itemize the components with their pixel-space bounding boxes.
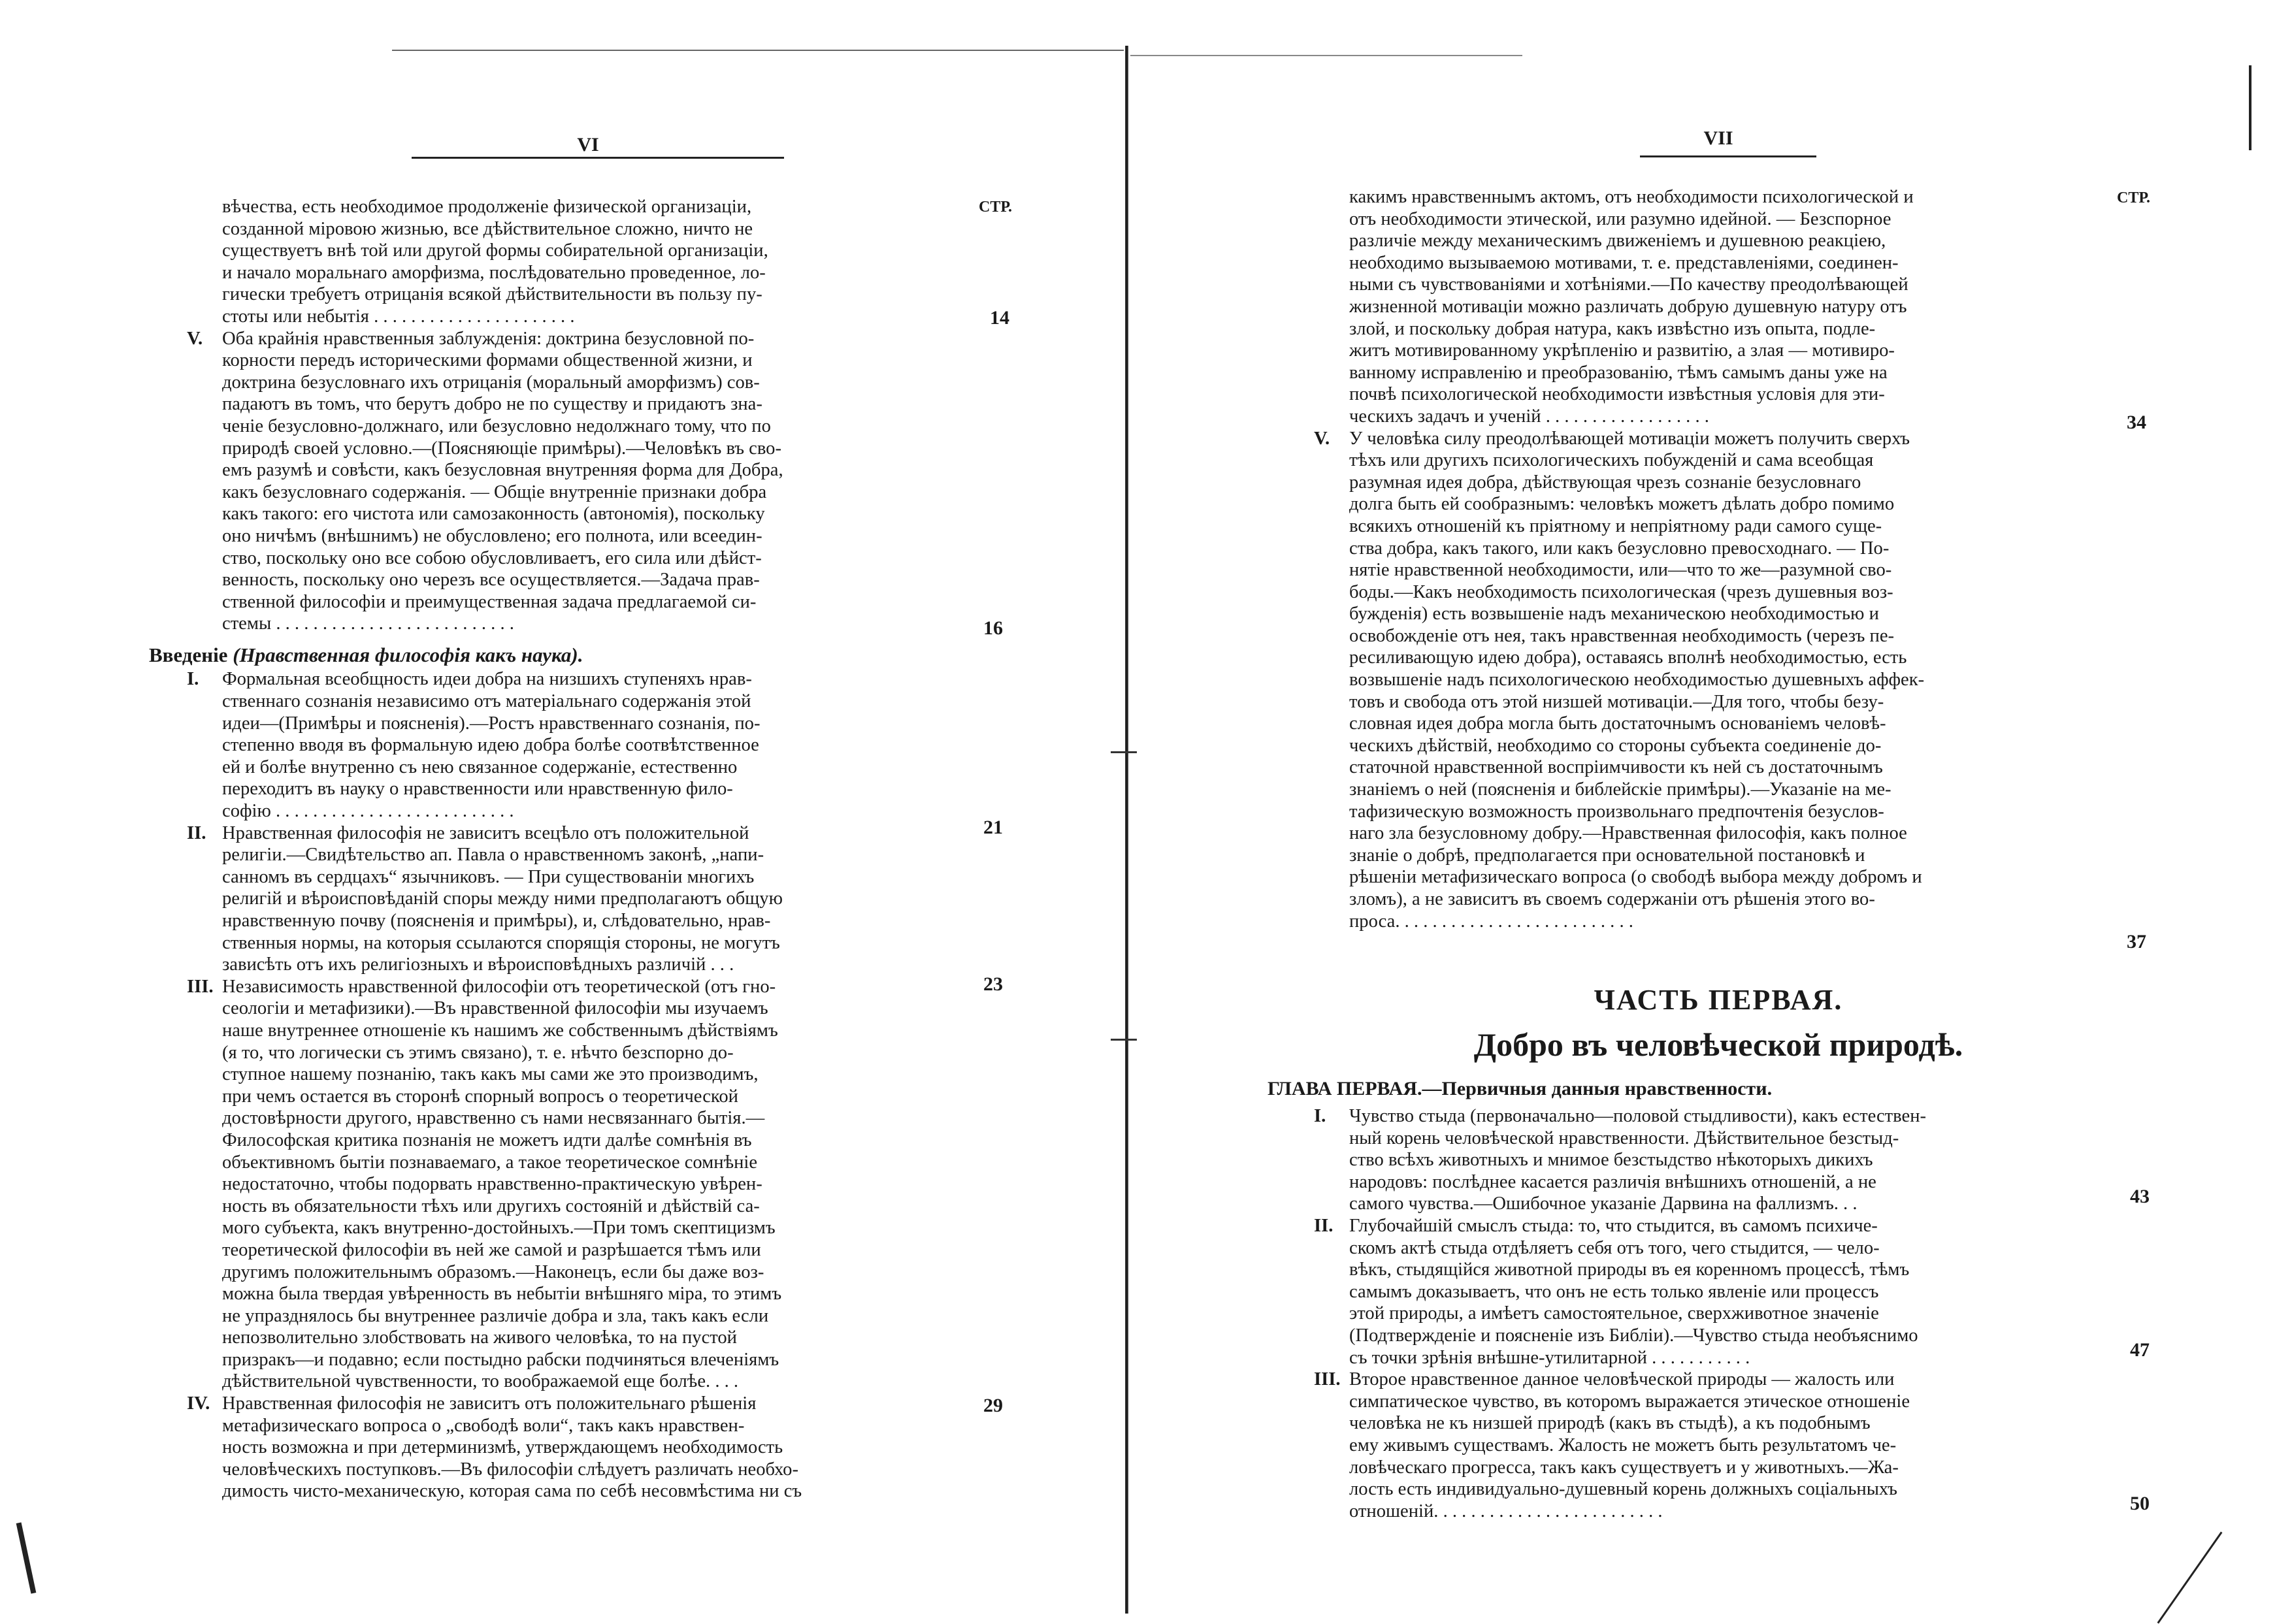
text-line: оно ничѣмъ (внѣшнимъ) не обусловлено; его полнота, или всеедин-: [222, 525, 762, 546]
entry-numeral: III.: [187, 976, 214, 997]
column-label: СТР.: [2117, 189, 2150, 206]
contents-entry: [187, 822, 959, 976]
text-line: созданной міровою жизнью, все дѣйствительное сложно, ничто не: [222, 218, 753, 239]
text-line: метафизическаго вопроса о „свободѣ воли“, такъ какъ нравствен-: [222, 1415, 745, 1436]
text-line: Оба крайнія нравственныя заблужденія: доктрина безусловной по-: [222, 328, 755, 349]
text-line: призракъ—и подавно; если постыдно рабски подчиняться влеченіямъ: [222, 1349, 779, 1370]
page-reference: 50: [2130, 1493, 2150, 1514]
text-line: самого чувства.—Ошибочное указаніе Дарвина на фаллизмъ. . .: [1349, 1194, 1858, 1214]
text-line: наше внутреннее отношеніе къ нашимъ же собственнымъ дѣйствіямъ: [222, 1020, 778, 1041]
text-line: народовъ: послѣднее касается различія внѣшнихъ отношеній, а не: [1349, 1171, 1876, 1192]
text-line: товъ и свобода отъ этой низшей мотиваціи.—Для того, чтобы безу-: [1349, 691, 1884, 712]
text-line: ственныя нормы, на которыя ссылаются спорящія стороны, не могутъ: [222, 932, 780, 953]
contents-entry: [187, 1393, 959, 1502]
page-reference: 37: [2127, 931, 2146, 952]
contents-entry: [1314, 1369, 2094, 1522]
text-line: зломъ), а не зависитъ въ своемъ содержаніи отъ рѣшенія этого во-: [1349, 889, 1875, 909]
entry-numeral: II.: [1314, 1215, 1334, 1236]
entry-numeral: V.: [1314, 428, 1330, 449]
text-line: ресиливающую идею добра), оставаясь вполнѣ необходимостью, есть: [1349, 647, 1907, 668]
text-line: ческихъ задачъ и ученій . . . . . . . . . . . . . . . . . .: [1349, 406, 1709, 427]
text-line: ей и болѣе внутренно съ нею связанное содержаніе, естественно: [222, 756, 738, 777]
page-reference: 34: [2127, 412, 2146, 433]
text-line: объективномъ бытіи познаваемаго, а такое теоретическое сомнѣніе: [222, 1152, 758, 1173]
text-line: Независимость нравственной философіи отъ теоретической (отъ гно-: [222, 976, 776, 997]
text-line: знаніемъ о ней (поясненія и библейскіе примѣры).—Указаніе на ме-: [1349, 779, 1891, 800]
entry-numeral: I.: [1314, 1106, 1326, 1126]
text-line: Философская критика познанія не можетъ идти далѣе сомнѣнія въ: [222, 1129, 752, 1150]
contents-column: [149, 196, 959, 1502]
page-reference: 21: [983, 817, 1003, 838]
page-number-rule: [1640, 155, 1816, 157]
contents-entry: [187, 328, 959, 635]
text-line: стоты или небытія . . . . . . . . . . . . . . . . . . . . . .: [222, 306, 575, 327]
text-line: и начало моральнаго аморфизма, послѣдовательно проведенное, ло-: [222, 262, 766, 283]
text-line: ство всѣхъ животныхъ и мнимое безстыдство нѣкоторыхъ дикихъ: [1349, 1150, 1873, 1171]
page-reference: 47: [2130, 1339, 2150, 1361]
contents-entry: [1314, 1215, 2094, 1369]
text-line: какъ безусловнаго содержанія. — Общіе внутренніе признаки добра: [222, 481, 767, 502]
text-line: симпатическое чувство, въ которомъ выражается этическое отношеніе: [1349, 1391, 1910, 1412]
text-line: освобожденіе отъ нея, такъ нравственная необходимость (черезъ пе-: [1349, 625, 1895, 646]
text-line: отъ необходимости этической, или разумно идейной. — Безспорное: [1349, 208, 1891, 229]
chapter-label: ГЛАВА ПЕРВАЯ.: [1268, 1078, 1422, 1099]
text-line: Нравственная философія не зависитъ отъ положительнаго рѣшенія: [222, 1393, 757, 1414]
text-line: словная идея добра могла быть достаточнымъ основаніемъ человѣ-: [1349, 713, 1886, 734]
page-reference: 29: [983, 1395, 1003, 1416]
text-line: тафизическую возможность произвольнаго предпочтенія безуслов-: [1349, 801, 1884, 822]
page-reference: 14: [990, 307, 1009, 329]
text-line: падаютъ въ томъ, что берутъ добро не по существу и придаютъ зна-: [222, 394, 762, 415]
text-line: жизненной мотиваціи можно различать добрую душевную натуру отъ: [1349, 296, 1907, 317]
text-line: какимъ нравственнымъ актомъ, отъ необходимости психологической и: [1349, 187, 1914, 207]
left-page: [0, 0, 1124, 1620]
section-heading: Введеніе (Нравственная философія какъ наука).: [149, 643, 583, 666]
text-line: нятіе нравственной необходимости, или—что то же—разумной сво-: [1349, 560, 1892, 581]
text-line: Глубочайшій смыслъ стыда: то, что стыдится, въ самомъ психиче-: [1349, 1215, 1878, 1236]
page-reference: 23: [983, 973, 1003, 995]
part-title: ЧАСТЬ ПЕРВАЯ.: [1594, 984, 1843, 1016]
part-subtitle: Добро въ человѣческой природѣ.: [1473, 1026, 1963, 1063]
text-line: ему живымъ существамъ. Жалость не можетъ быть результатомъ че-: [1349, 1435, 1897, 1455]
column-label: СТР.: [979, 199, 1012, 216]
text-line: лость есть индивидуально-душевный корень должныхъ соціальныхъ: [1349, 1479, 1897, 1500]
text-line: самымъ доказываетъ, что онъ не есть только явленіе или процессъ: [1349, 1281, 1879, 1302]
book-spine: [1125, 46, 1128, 1614]
text-line: переходитъ въ науку о нравственности или нравственную фило-: [222, 779, 733, 800]
text-line: емъ разумѣ и совѣсти, какъ безусловная внутренняя форма для Добра,: [222, 460, 783, 481]
text-line: У человѣка силу преодолѣвающей мотиваціи можетъ получить сверхъ: [1349, 428, 1910, 449]
contents-entry: [222, 196, 959, 328]
text-line: венность, поскольку оно черезъ все осуществляется.—Задача прав-: [222, 570, 760, 591]
text-line: съ точки зрѣнія внѣшне-утилитарной . . . . . . . . . . .: [1349, 1347, 1750, 1368]
text-line: доктрина безусловнаго ихъ отрицанія (моральный аморфизмъ) сов-: [222, 372, 760, 393]
text-line: корности передъ историческими формами общественной жизни, и: [222, 350, 753, 371]
text-line: скомъ актѣ стыда отдѣляетъ себя отъ того, чего стыдится, — чело-: [1349, 1237, 1880, 1258]
contents-entry: [1349, 186, 2094, 428]
entry-numeral: IV.: [187, 1393, 210, 1414]
text-line: боды.—Какъ необходимость психологическая (чрезъ душевныя воз-: [1349, 581, 1893, 602]
text-line: вѣкъ, стыдящійся животной природы въ ея коренномъ процессѣ, тѣмъ: [1349, 1259, 1910, 1280]
text-line: рѣшеніи метафизическаго вопроса (о свободѣ выбора между добромъ и: [1349, 867, 1922, 888]
text-line: необходимо вызываемою мотивами, т. е. представленіями, соединен-: [1349, 252, 1899, 273]
chapter-title: —Первичныя данныя нравственности.: [1422, 1078, 1773, 1099]
text-line: всякихъ отношеній къ пріятному и непріятному ради самого суще-: [1349, 515, 1882, 536]
text-line: ственнаго сознанія независимо отъ матеріальнаго содержанія этой: [222, 691, 751, 712]
page-number: VII: [1703, 127, 1733, 149]
contents-column: [1314, 186, 2094, 932]
text-line: ность въ обязательности тѣхъ или другихъ состояній и дѣйствій са-: [222, 1195, 760, 1216]
text-line: санномъ въ сердцахъ“ язычниковъ. — При существованіи многихъ: [222, 866, 755, 887]
text-line: (я то, что логически съ этимъ связано), т. е. нѣчто безспорно до-: [222, 1042, 734, 1063]
text-line: (Подтвержденіе и поясненіе изъ Библіи).—Чувство стыда необъяснимо: [1349, 1325, 1918, 1346]
text-line: Второе нравственное данное человѣческой природы — жалость или: [1349, 1369, 1895, 1390]
text-line: наго зла безусловному добру.—Нравственная философія, какъ полное: [1349, 823, 1907, 844]
text-line: зависѣть отъ ихъ религіозныхъ и вѣроисповѣдныхъ различій . . .: [222, 954, 734, 975]
text-line: недостаточно, чтобы подорвать нравственно-практическую увѣрен-: [222, 1174, 762, 1195]
text-line: какъ такого: его чистота или самозаконность (автономія), поскольку: [222, 504, 765, 525]
text-line: можна была твердая увѣренность въ небытіи внѣшняго міра, то этимъ: [222, 1284, 782, 1305]
text-line: софію . . . . . . . . . . . . . . . . . . . . . . . . . .: [222, 801, 514, 822]
text-line: житъ мотивированному укрѣпленію и развитію, а злая — мотивиро-: [1349, 340, 1895, 361]
text-line: сеологіи и метафизики).—Въ нравственной философіи мы изучаемъ: [222, 998, 768, 1019]
contents-entry: [1314, 1105, 2094, 1215]
text-line: различіе между механическимъ движеніемъ и душевною реакціею,: [1349, 231, 1886, 252]
text-line: бужденія) есть возвышеніе надъ механическою необходимостью и: [1349, 604, 1879, 625]
text-line: Формальная всеобщность идеи добра на низшихъ ступеняхъ нрав-: [222, 669, 752, 690]
text-line: злой, и поскольку добрая натура, какъ извѣстно изъ опыта, подле-: [1349, 318, 1876, 339]
page-reference: 43: [2130, 1186, 2150, 1207]
right-page: [1143, 0, 2292, 1620]
text-line: димость чисто-механическую, которая сама по себѣ несовмѣстима ни съ: [222, 1481, 802, 1502]
text-line: достовѣрности другого, нравственно съ нами несвязаннаго бытія.—: [222, 1108, 765, 1129]
text-line: гически требуетъ отрицанія всякой дѣйствительности въ пользу пу-: [222, 284, 762, 305]
text-line: другимъ положительнымъ образомъ.—Наконецъ, если бы даже воз-: [222, 1261, 764, 1282]
text-line: человѣческихъ поступковъ.—Въ философіи слѣдуетъ различать необхо-: [222, 1459, 798, 1480]
entry-numeral: III.: [1314, 1369, 1341, 1390]
text-line: ченіе безусловно-должнаго, или безусловно недолжнаго тому, что по: [222, 415, 771, 436]
text-line: нравственную почву (поясненія и примѣры), и, слѣдовательно, нрав-: [222, 911, 771, 931]
text-line: возвышеніе надъ психологическою необходимостью душевныхъ аффек-: [1349, 670, 1925, 690]
text-line: идеи—(Примѣры и поясненія).—Ростъ нравственнаго сознанія, по-: [222, 713, 761, 734]
text-line: Чувство стыда (первоначально—половой стыдливости), какъ естествен-: [1349, 1106, 1927, 1126]
text-line: природѣ своей условно.—(Поясняющіе примѣры).—Человѣкъ въ сво-: [222, 438, 781, 459]
text-line: дѣйствительной чувственности, то воображаемой еще болѣе. . . .: [222, 1371, 739, 1392]
page-number: VI: [577, 134, 599, 155]
entry-numeral: II.: [187, 822, 206, 843]
text-line: долга быть ей сообразнымъ: человѣкъ можетъ дѣлать добро помимо: [1349, 494, 1895, 515]
contents-entry: [187, 976, 959, 1393]
text-line: существуетъ внѣ той или другой формы собирательной организаціи,: [222, 240, 768, 261]
text-line: ства добра, какъ такого, или какъ безусловно превосходнаго. — По-: [1349, 538, 1890, 559]
text-line: ственной философіи и преимущественная задача предлагаемой си-: [222, 591, 757, 612]
text-line: мого субъекта, какъ внутренно-достойныхъ.—При томъ скептицизмъ: [222, 1218, 776, 1239]
text-line: тѣхъ или другихъ психологическихъ побужденій и сама всеобщая: [1349, 450, 1874, 471]
text-line: знаніе о добрѣ, предполагается при основательной постановкѣ и: [1349, 845, 1865, 866]
text-line: отношеній. . . . . . . . . . . . . . . . . . . . . . . . .: [1349, 1501, 1663, 1521]
text-line: ность возможна и при детерминизмѣ, утверждающемъ необходимость: [222, 1437, 783, 1458]
text-line: Нравственная философія не зависитъ всецѣло отъ положительной: [222, 822, 749, 843]
text-line: разумная идея добра, дѣйствующая чрезъ сознаніе безусловнаго: [1349, 472, 1861, 493]
text-line: ванному исправленію и преобразованію, тѣмъ самымъ даны уже на: [1349, 362, 1888, 383]
text-line: ступное нашему познанію, такъ какъ мы сами же это производимъ,: [222, 1064, 759, 1085]
text-line: человѣка не къ низшей природѣ (какъ въ стыдѣ), а къ подобнымъ: [1349, 1413, 1871, 1434]
text-line: теоретической философіи въ ней же самой и разрѣшается тѣмъ или: [222, 1239, 761, 1260]
entry-numeral: I.: [187, 669, 199, 690]
text-line: вѣчества, есть необходимое продолженіе физической организаціи,: [222, 197, 752, 217]
text-line: ческихъ дѣйствій, необходимо со стороны субъекта соединеніе до-: [1349, 735, 1882, 756]
contents-entry: [1314, 428, 2094, 933]
text-line: стемы . . . . . . . . . . . . . . . . . . . . . . . . . .: [222, 613, 514, 634]
text-line: религіи.—Свидѣтельство ап. Павла о нравственномъ законѣ, „напи-: [222, 845, 764, 866]
text-line: непозволительно злобствовать на живого человѣка, то на пустой: [222, 1327, 737, 1348]
text-line: этой природы, а имѣетъ самостоятельное, сверхживотное значеніе: [1349, 1303, 1879, 1324]
page-number-rule: [412, 157, 784, 159]
entry-numeral: V.: [187, 328, 203, 349]
text-line: при чемъ остается въ сторонѣ спорный вопросъ о теоретической: [222, 1086, 738, 1107]
contents-entry: [187, 668, 959, 822]
chapter-heading: [1268, 1078, 1772, 1100]
text-line: религій и вѣроисповѣданій споры между ними предполагаютъ общую: [222, 888, 783, 909]
chapter-contents-column: [1314, 1105, 2094, 1522]
text-line: не упразднялось бы внутреннее различіе добра и зла, такъ какъ если: [222, 1305, 769, 1326]
text-line: проса. . . . . . . . . . . . . . . . . . . . . . . . . .: [1349, 911, 1633, 932]
text-line: ство, поскольку оно все собою обусловливаетъ, его сила или дѣйст-: [222, 547, 762, 568]
page-reference: 16: [983, 617, 1003, 639]
text-line: ный корень человѣческой нравственности. Дѣйствительное безстыд-: [1349, 1128, 1899, 1148]
text-line: степенно вводя въ формальную идею добра болѣе соотвѣтственное: [222, 735, 759, 756]
text-line: статочной нравственной воспріимчивости къ ней съ достаточнымъ: [1349, 757, 1883, 778]
text-line: ловѣческаго прогресса, такъ какъ существуетъ и у животныхъ.—Жа-: [1349, 1457, 1899, 1478]
text-line: почвѣ психологической необходимости извѣстныя условія для эти-: [1349, 384, 1885, 405]
text-line: ными съ чувствованіями и хотѣніями.—По качеству преодолѣвающей: [1349, 274, 1908, 295]
